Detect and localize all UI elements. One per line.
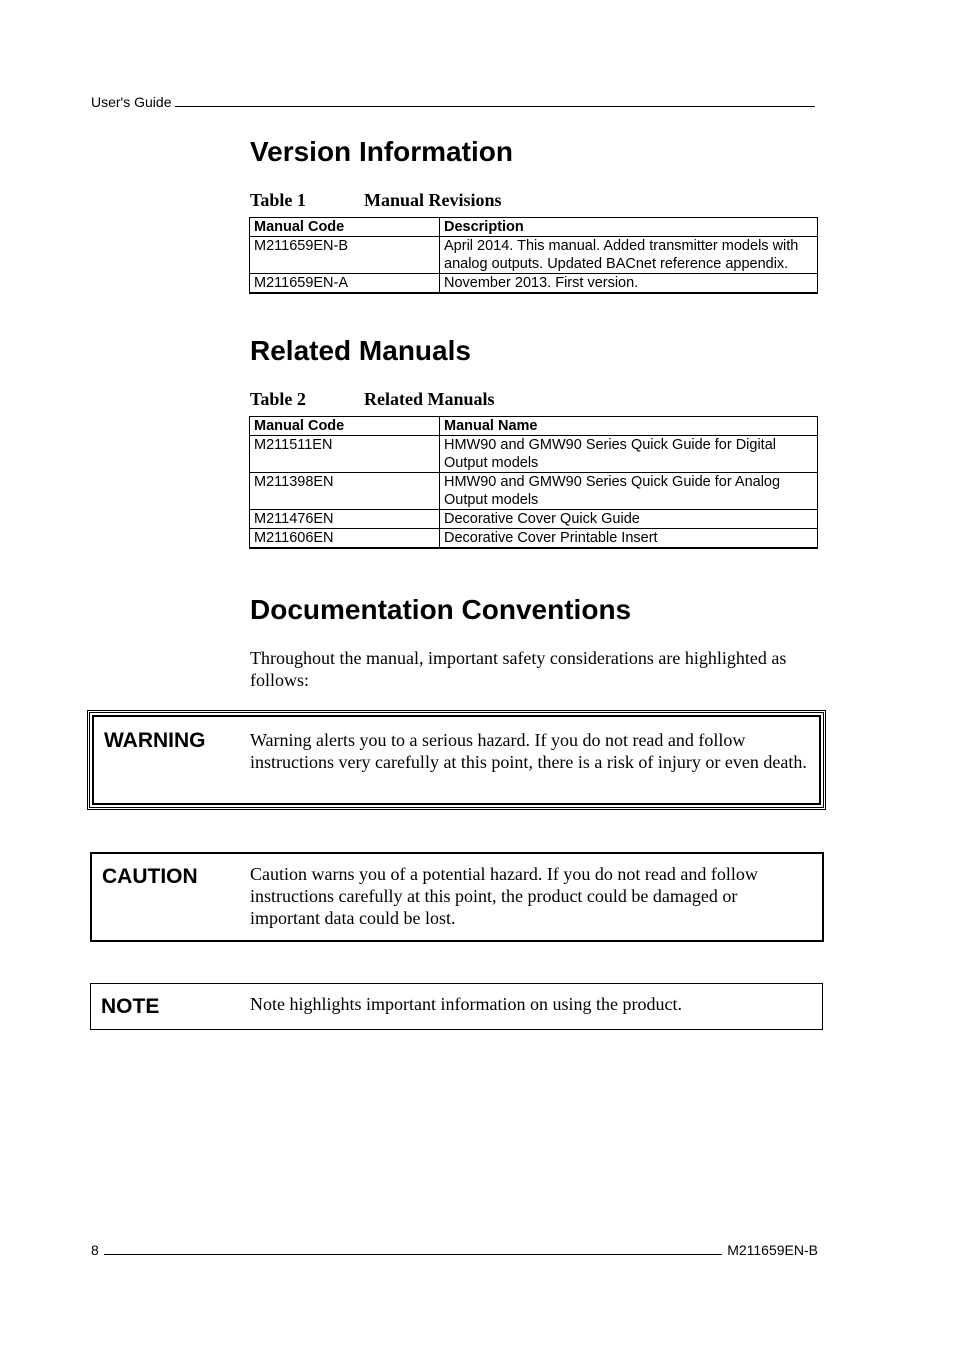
- table-header-cell: Description: [440, 218, 818, 237]
- heading-version-information: Version Information: [250, 136, 513, 167]
- table1-caption: [250, 189, 502, 211]
- heading-related-manuals: Related Manuals: [250, 335, 471, 366]
- page-header: [91, 91, 815, 111]
- table-row: [250, 510, 818, 529]
- table1-title: Manual Revisions: [364, 190, 502, 210]
- table-cell: April 2014. This manual. Added transmitter models with analog outputs. Updated BACnet reference appendix.: [440, 237, 818, 274]
- table-header-row: [250, 417, 818, 436]
- table-cell: M211659EN-A: [250, 274, 440, 294]
- table-related-manuals: [249, 416, 818, 549]
- warning-label: WARNING: [104, 729, 206, 752]
- table-cell: M211659EN-B: [250, 237, 440, 274]
- table-row: [250, 274, 818, 294]
- table2-caption: [250, 388, 495, 410]
- table2-title: Related Manuals: [364, 389, 495, 409]
- table1-number: Table 1: [250, 190, 306, 210]
- table2-number: Table 2: [250, 389, 306, 409]
- table-header-cell: Manual Code: [250, 417, 440, 436]
- page-footer: [91, 1239, 818, 1259]
- note-text: Note highlights important information on using the product.: [250, 994, 682, 1014]
- caution-box: [90, 852, 824, 942]
- heading-documentation-conventions: Documentation Conventions: [250, 594, 632, 625]
- footer-page-number: 8: [91, 1242, 99, 1258]
- note-box: [90, 983, 823, 1030]
- footer-doc-code: M211659EN-B: [727, 1242, 818, 1258]
- header-rule: [175, 106, 815, 107]
- header-title: User's Guide: [91, 94, 172, 110]
- table-cell: Decorative Cover Printable Insert: [440, 529, 818, 549]
- table-header-cell: Manual Name: [440, 417, 818, 436]
- table-row: [250, 237, 818, 274]
- table-cell: November 2013. First version.: [440, 274, 818, 294]
- caution-label: CAUTION: [102, 865, 198, 888]
- conventions-intro: Throughout the manual, important safety considerations are highlighted as follows:: [250, 648, 787, 690]
- table-header-cell: Manual Code: [250, 218, 440, 237]
- warning-text: Warning alerts you to a serious hazard. If you do not read and follow instructions very carefully at this point, there is a risk of injury or even death.: [250, 730, 807, 772]
- table-cell: HMW90 and GMW90 Series Quick Guide for Digital Output models: [440, 436, 818, 473]
- warning-box: [87, 710, 826, 810]
- table-cell: M211398EN: [250, 473, 440, 510]
- caution-text: Caution warns you of a potential hazard. If you do not read and follow instructions carefully at this point, the product could be damaged or important data could be lost.: [250, 864, 758, 928]
- note-label: NOTE: [101, 995, 160, 1018]
- table-manual-revisions: [249, 217, 818, 294]
- table-cell: Decorative Cover Quick Guide: [440, 510, 818, 529]
- table-cell: M211606EN: [250, 529, 440, 549]
- table-cell: M211511EN: [250, 436, 440, 473]
- table-cell: M211476EN: [250, 510, 440, 529]
- table-row: [250, 473, 818, 510]
- footer-rule: [104, 1254, 722, 1255]
- table-cell: HMW90 and GMW90 Series Quick Guide for Analog Output models: [440, 473, 818, 510]
- table-header-row: [250, 218, 818, 237]
- table-row: [250, 529, 818, 549]
- table-row: [250, 436, 818, 473]
